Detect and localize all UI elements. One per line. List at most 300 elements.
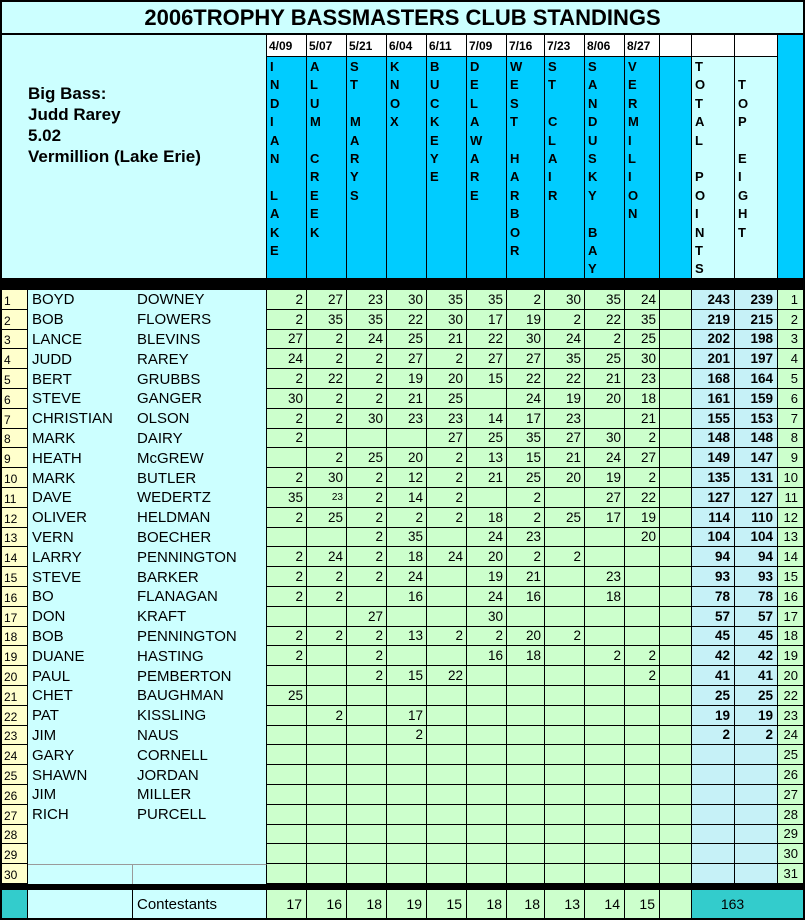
score-cell[interactable]: 2 (267, 587, 307, 607)
right-rank-cell[interactable]: 10 (778, 468, 803, 488)
first-name-cell[interactable]: CHET (28, 686, 133, 706)
right-rank-cell[interactable]: 9 (778, 448, 803, 468)
last-name-cell[interactable]: KISSLING (133, 706, 267, 726)
score-cell[interactable] (467, 686, 507, 706)
score-cell[interactable]: 2 (267, 310, 307, 330)
top-eight-cell[interactable]: 164 (735, 369, 778, 389)
score-cell[interactable] (507, 825, 545, 845)
score-cell[interactable]: 2 (267, 468, 307, 488)
score-cell[interactable]: 17 (507, 409, 545, 429)
first-name-cell[interactable]: BOB (28, 627, 133, 647)
score-cell[interactable] (267, 805, 307, 825)
right-rank-cell[interactable]: 17 (778, 607, 803, 627)
total-points-cell[interactable]: 155 (692, 409, 735, 429)
right-rank-cell[interactable]: 19 (778, 646, 803, 666)
score-cell[interactable] (467, 488, 507, 508)
top-eight-cell[interactable]: 2 (735, 726, 778, 746)
first-name-cell[interactable]: JIM (28, 785, 133, 805)
score-cell[interactable]: 2 (347, 349, 387, 369)
right-rank-cell[interactable]: 29 (778, 825, 803, 845)
score-cell[interactable] (347, 844, 387, 864)
score-cell[interactable]: 2 (625, 468, 660, 488)
total-points-cell[interactable] (692, 765, 735, 785)
score-cell[interactable]: 2 (427, 488, 467, 508)
score-cell[interactable] (625, 825, 660, 845)
top-eight-cell[interactable]: 41 (735, 666, 778, 686)
right-rank-cell[interactable]: 3 (778, 330, 803, 350)
score-cell[interactable]: 24 (387, 567, 427, 587)
rank-cell[interactable]: 22 (2, 706, 28, 726)
total-points-cell[interactable]: 19 (692, 706, 735, 726)
top-eight-cell[interactable]: 94 (735, 547, 778, 567)
last-name-cell[interactable]: HELDMAN (133, 508, 267, 528)
last-name-cell[interactable]: NAUS (133, 726, 267, 746)
score-cell[interactable]: 23 (585, 567, 625, 587)
score-cell[interactable]: 25 (507, 468, 545, 488)
contestant-count-cell[interactable]: 14 (585, 890, 625, 918)
score-cell[interactable] (585, 409, 625, 429)
score-cell[interactable]: 25 (427, 389, 467, 409)
score-cell[interactable]: 2 (507, 488, 545, 508)
score-cell[interactable] (625, 607, 660, 627)
event-venue-header[interactable] (427, 57, 467, 278)
score-cell[interactable]: 30 (585, 429, 625, 449)
score-cell[interactable]: 20 (427, 369, 467, 389)
last-name-cell[interactable]: PENNINGTON (133, 547, 267, 567)
score-cell[interactable] (347, 706, 387, 726)
score-blank-cell[interactable] (660, 369, 692, 389)
score-cell[interactable] (585, 825, 625, 845)
score-cell[interactable] (267, 864, 307, 884)
score-cell[interactable] (507, 864, 545, 884)
right-rank-cell[interactable]: 22 (778, 686, 803, 706)
score-cell[interactable] (427, 745, 467, 765)
right-rank-cell[interactable]: 14 (778, 547, 803, 567)
score-cell[interactable] (545, 646, 585, 666)
summary-date-cell[interactable] (692, 35, 735, 57)
score-cell[interactable] (267, 666, 307, 686)
event-venue-header[interactable] (307, 57, 347, 278)
rank-cell[interactable]: 19 (2, 646, 28, 666)
score-cell[interactable]: 20 (585, 389, 625, 409)
right-rank-cell[interactable]: 13 (778, 528, 803, 548)
total-points-cell[interactable]: 202 (692, 330, 735, 350)
score-cell[interactable]: 27 (467, 349, 507, 369)
summary-header[interactable] (692, 57, 735, 278)
score-cell[interactable]: 2 (347, 488, 387, 508)
rank-cell[interactable]: 28 (2, 825, 28, 845)
score-cell[interactable] (347, 785, 387, 805)
first-name-cell[interactable]: LARRY (28, 547, 133, 567)
score-cell[interactable] (545, 765, 585, 785)
score-blank-cell[interactable] (660, 805, 692, 825)
rank-cell[interactable]: 16 (2, 587, 28, 607)
top-eight-cell[interactable]: 198 (735, 330, 778, 350)
score-cell[interactable] (545, 844, 585, 864)
score-cell[interactable] (347, 864, 387, 884)
right-rank-cell[interactable]: 6 (778, 389, 803, 409)
score-cell[interactable] (467, 864, 507, 884)
top-eight-cell[interactable]: 239 (735, 290, 778, 310)
score-cell[interactable]: 30 (427, 310, 467, 330)
score-cell[interactable] (307, 726, 347, 746)
right-rank-cell[interactable]: 20 (778, 666, 803, 686)
score-blank-cell[interactable] (660, 627, 692, 647)
total-points-cell[interactable] (692, 805, 735, 825)
last-name-cell[interactable]: BLEVINS (133, 330, 267, 350)
last-name-cell[interactable]: DAIRY (133, 429, 267, 449)
score-cell[interactable]: 2 (267, 508, 307, 528)
score-cell[interactable]: 2 (267, 409, 307, 429)
total-points-cell[interactable]: 201 (692, 349, 735, 369)
top-eight-cell[interactable]: 148 (735, 429, 778, 449)
first-name-cell[interactable]: PAUL (28, 666, 133, 686)
score-cell[interactable] (507, 844, 545, 864)
score-cell[interactable] (585, 607, 625, 627)
score-cell[interactable]: 23 (347, 290, 387, 310)
score-cell[interactable]: 25 (545, 508, 585, 528)
score-cell[interactable] (267, 745, 307, 765)
score-cell[interactable] (585, 666, 625, 686)
first-name-cell[interactable]: CHRISTIAN (28, 409, 133, 429)
score-cell[interactable]: 35 (347, 310, 387, 330)
last-name-cell[interactable]: HASTING (133, 646, 267, 666)
score-cell[interactable]: 24 (507, 389, 545, 409)
last-name-cell[interactable]: FLANAGAN (133, 587, 267, 607)
right-rank-cell[interactable]: 7 (778, 409, 803, 429)
score-blank-cell[interactable] (660, 726, 692, 746)
score-cell[interactable]: 14 (467, 409, 507, 429)
score-cell[interactable]: 23 (507, 528, 545, 548)
event-venue-header[interactable] (625, 57, 660, 278)
score-cell[interactable] (467, 785, 507, 805)
first-name-cell[interactable]: JIM (28, 726, 133, 746)
top-eight-cell[interactable] (735, 864, 778, 884)
score-cell[interactable]: 2 (267, 547, 307, 567)
score-blank-cell[interactable] (660, 448, 692, 468)
contestant-count-cell[interactable]: 19 (387, 890, 427, 918)
score-blank-cell[interactable] (660, 666, 692, 686)
score-cell[interactable]: 18 (585, 587, 625, 607)
event-venue-header[interactable] (347, 57, 387, 278)
score-cell[interactable] (267, 528, 307, 548)
event-date-cell[interactable]: 7/23 (545, 35, 585, 57)
score-cell[interactable]: 30 (507, 330, 545, 350)
total-points-cell[interactable]: 149 (692, 448, 735, 468)
score-cell[interactable]: 15 (467, 369, 507, 389)
score-blank-cell[interactable] (660, 330, 692, 350)
score-cell[interactable]: 15 (387, 666, 427, 686)
score-cell[interactable] (545, 745, 585, 765)
contestant-count-cell[interactable]: 18 (347, 890, 387, 918)
contestants-label[interactable]: Contestants (133, 890, 267, 918)
score-cell[interactable] (467, 726, 507, 746)
score-cell[interactable] (545, 666, 585, 686)
event-venue-header[interactable] (585, 57, 625, 278)
total-points-cell[interactable] (692, 844, 735, 864)
score-cell[interactable] (507, 745, 545, 765)
score-cell[interactable] (625, 765, 660, 785)
contestants-blank-cell[interactable] (660, 890, 692, 918)
score-cell[interactable] (467, 745, 507, 765)
score-cell[interactable]: 25 (387, 330, 427, 350)
right-rank-cell[interactable]: 23 (778, 706, 803, 726)
score-cell[interactable]: 21 (585, 369, 625, 389)
total-points-cell[interactable]: 42 (692, 646, 735, 666)
right-rank-cell[interactable]: 25 (778, 745, 803, 765)
score-cell[interactable]: 20 (507, 627, 545, 647)
score-cell[interactable]: 2 (307, 706, 347, 726)
event-date-cell[interactable]: 5/21 (347, 35, 387, 57)
last-name-cell[interactable]: WEDERTZ (133, 488, 267, 508)
score-cell[interactable]: 19 (585, 468, 625, 488)
contestant-count-cell[interactable]: 18 (507, 890, 545, 918)
score-cell[interactable] (585, 547, 625, 567)
score-cell[interactable] (387, 646, 427, 666)
score-cell[interactable]: 2 (347, 547, 387, 567)
total-points-cell[interactable]: 148 (692, 429, 735, 449)
score-cell[interactable]: 2 (267, 627, 307, 647)
last-name-cell[interactable]: CORNELL (133, 745, 267, 765)
first-name-cell[interactable] (28, 825, 133, 845)
score-cell[interactable]: 2 (307, 587, 347, 607)
score-cell[interactable]: 35 (307, 310, 347, 330)
score-cell[interactable] (507, 607, 545, 627)
score-cell[interactable]: 2 (347, 646, 387, 666)
score-cell[interactable]: 25 (307, 508, 347, 528)
rank-cell[interactable]: 1 (2, 290, 28, 310)
score-cell[interactable] (347, 825, 387, 845)
total-points-cell[interactable] (692, 785, 735, 805)
first-name-cell[interactable]: BOYD (28, 290, 133, 310)
score-cell[interactable]: 2 (545, 310, 585, 330)
score-cell[interactable] (507, 726, 545, 746)
score-cell[interactable] (625, 686, 660, 706)
score-cell[interactable] (387, 805, 427, 825)
score-cell[interactable] (427, 528, 467, 548)
score-cell[interactable]: 21 (545, 448, 585, 468)
score-cell[interactable]: 22 (467, 330, 507, 350)
top-eight-cell[interactable]: 93 (735, 567, 778, 587)
first-name-cell[interactable]: MARK (28, 468, 133, 488)
score-cell[interactable] (347, 587, 387, 607)
score-cell[interactable]: 20 (387, 448, 427, 468)
score-cell[interactable] (507, 706, 545, 726)
right-rank-cell[interactable]: 24 (778, 726, 803, 746)
top-eight-cell[interactable]: 159 (735, 389, 778, 409)
score-cell[interactable]: 2 (585, 330, 625, 350)
score-cell[interactable]: 20 (625, 528, 660, 548)
top-eight-cell[interactable] (735, 745, 778, 765)
score-blank-cell[interactable] (660, 844, 692, 864)
score-cell[interactable]: 19 (467, 567, 507, 587)
total-points-cell[interactable] (692, 825, 735, 845)
score-blank-cell[interactable] (660, 706, 692, 726)
score-cell[interactable]: 21 (467, 468, 507, 488)
total-points-cell[interactable]: 168 (692, 369, 735, 389)
score-cell[interactable] (585, 785, 625, 805)
score-cell[interactable] (585, 627, 625, 647)
total-points-cell[interactable]: 45 (692, 627, 735, 647)
score-cell[interactable]: 20 (467, 547, 507, 567)
score-cell[interactable]: 2 (347, 627, 387, 647)
score-cell[interactable] (387, 607, 427, 627)
score-cell[interactable]: 13 (387, 627, 427, 647)
top-eight-cell[interactable]: 147 (735, 448, 778, 468)
score-cell[interactable] (585, 844, 625, 864)
score-blank-cell[interactable] (660, 389, 692, 409)
score-cell[interactable]: 24 (347, 330, 387, 350)
score-cell[interactable] (307, 844, 347, 864)
page-title[interactable]: 2006TROPHY BASSMASTERS CLUB STANDINGS (2, 2, 803, 35)
score-cell[interactable] (467, 825, 507, 845)
score-cell[interactable] (545, 706, 585, 726)
contestant-count-cell[interactable]: 15 (625, 890, 660, 918)
right-rank-cell[interactable]: 30 (778, 844, 803, 864)
rank-cell[interactable]: 29 (2, 844, 28, 864)
rank-cell[interactable]: 15 (2, 567, 28, 587)
score-cell[interactable]: 2 (507, 547, 545, 567)
first-name-cell[interactable]: MARK (28, 429, 133, 449)
first-name-cell[interactable]: RICH (28, 805, 133, 825)
score-cell[interactable]: 2 (267, 290, 307, 310)
score-cell[interactable] (507, 666, 545, 686)
score-cell[interactable] (467, 765, 507, 785)
top-eight-cell[interactable]: 19 (735, 706, 778, 726)
rank-cell[interactable]: 12 (2, 508, 28, 528)
score-blank-cell[interactable] (660, 825, 692, 845)
score-cell[interactable]: 14 (387, 488, 427, 508)
score-cell[interactable]: 2 (347, 666, 387, 686)
score-cell[interactable] (545, 567, 585, 587)
top-eight-cell[interactable]: 110 (735, 508, 778, 528)
score-cell[interactable]: 23 (427, 409, 467, 429)
score-cell[interactable]: 22 (427, 666, 467, 686)
score-cell[interactable] (625, 627, 660, 647)
score-cell[interactable]: 2 (507, 508, 545, 528)
score-cell[interactable] (387, 765, 427, 785)
last-name-cell[interactable]: BUTLER (133, 468, 267, 488)
rank-cell[interactable]: 17 (2, 607, 28, 627)
score-cell[interactable] (625, 745, 660, 765)
score-cell[interactable] (545, 607, 585, 627)
score-cell[interactable] (545, 864, 585, 884)
score-cell[interactable]: 2 (307, 567, 347, 587)
right-rank-cell[interactable]: 18 (778, 627, 803, 647)
first-name-cell[interactable]: VERN (28, 528, 133, 548)
score-cell[interactable]: 22 (585, 310, 625, 330)
score-blank-cell[interactable] (660, 567, 692, 587)
blank-header-cell[interactable] (660, 57, 692, 278)
score-cell[interactable] (467, 389, 507, 409)
score-cell[interactable]: 23 (387, 409, 427, 429)
score-cell[interactable]: 24 (545, 330, 585, 350)
event-venue-header[interactable] (467, 57, 507, 278)
first-name-cell[interactable]: OLIVER (28, 508, 133, 528)
top-eight-cell[interactable] (735, 805, 778, 825)
total-points-cell[interactable]: 243 (692, 290, 735, 310)
score-blank-cell[interactable] (660, 607, 692, 627)
score-cell[interactable] (625, 706, 660, 726)
score-cell[interactable] (545, 726, 585, 746)
score-cell[interactable]: 17 (467, 310, 507, 330)
score-cell[interactable]: 2 (307, 409, 347, 429)
score-cell[interactable] (585, 686, 625, 706)
top-eight-cell[interactable] (735, 785, 778, 805)
score-cell[interactable] (427, 785, 467, 805)
score-cell[interactable]: 25 (467, 429, 507, 449)
top-eight-cell[interactable]: 197 (735, 349, 778, 369)
rank-cell[interactable]: 26 (2, 785, 28, 805)
score-cell[interactable] (545, 785, 585, 805)
top-eight-cell[interactable] (735, 844, 778, 864)
score-cell[interactable] (507, 805, 545, 825)
score-cell[interactable] (625, 547, 660, 567)
score-cell[interactable] (585, 528, 625, 548)
score-cell[interactable]: 2 (585, 646, 625, 666)
score-cell[interactable]: 17 (585, 508, 625, 528)
total-points-cell[interactable]: 104 (692, 528, 735, 548)
big-bass-cell[interactable] (2, 35, 267, 278)
score-cell[interactable]: 35 (585, 290, 625, 310)
rank-cell[interactable]: 10 (2, 468, 28, 488)
score-cell[interactable] (347, 805, 387, 825)
score-cell[interactable] (507, 785, 545, 805)
last-name-cell[interactable]: RAREY (133, 349, 267, 369)
first-name-cell[interactable]: BERT (28, 369, 133, 389)
score-cell[interactable] (585, 765, 625, 785)
score-cell[interactable]: 2 (347, 508, 387, 528)
score-cell[interactable]: 35 (545, 349, 585, 369)
right-rank-cell[interactable]: 26 (778, 765, 803, 785)
event-date-cell[interactable]: 6/11 (427, 35, 467, 57)
score-cell[interactable] (267, 726, 307, 746)
score-cell[interactable]: 24 (267, 349, 307, 369)
score-cell[interactable]: 18 (467, 508, 507, 528)
score-cell[interactable] (387, 864, 427, 884)
last-name-cell[interactable]: KRAFT (133, 607, 267, 627)
score-blank-cell[interactable] (660, 864, 692, 884)
score-cell[interactable] (307, 864, 347, 884)
score-cell[interactable] (307, 646, 347, 666)
score-cell[interactable]: 2 (307, 389, 347, 409)
score-cell[interactable]: 35 (427, 290, 467, 310)
first-name-cell[interactable]: HEATH (28, 448, 133, 468)
contestant-count-cell[interactable]: 16 (307, 890, 347, 918)
score-cell[interactable]: 2 (625, 429, 660, 449)
top-eight-cell[interactable]: 25 (735, 686, 778, 706)
rank-cell[interactable]: 30 (2, 864, 28, 884)
score-cell[interactable] (427, 587, 467, 607)
score-blank-cell[interactable] (660, 686, 692, 706)
score-cell[interactable]: 13 (467, 448, 507, 468)
total-points-cell[interactable]: 25 (692, 686, 735, 706)
score-cell[interactable]: 30 (387, 290, 427, 310)
total-points-cell[interactable]: 57 (692, 607, 735, 627)
score-cell[interactable]: 27 (585, 488, 625, 508)
score-cell[interactable]: 2 (507, 290, 545, 310)
score-cell[interactable]: 19 (507, 310, 545, 330)
score-cell[interactable]: 2 (347, 567, 387, 587)
right-rank-cell[interactable]: 11 (778, 488, 803, 508)
score-cell[interactable]: 27 (307, 290, 347, 310)
score-cell[interactable] (267, 706, 307, 726)
rank-cell[interactable]: 6 (2, 389, 28, 409)
score-cell[interactable]: 27 (347, 607, 387, 627)
score-blank-cell[interactable] (660, 409, 692, 429)
first-name-cell[interactable]: BO (28, 587, 133, 607)
right-rank-cell[interactable]: 8 (778, 429, 803, 449)
